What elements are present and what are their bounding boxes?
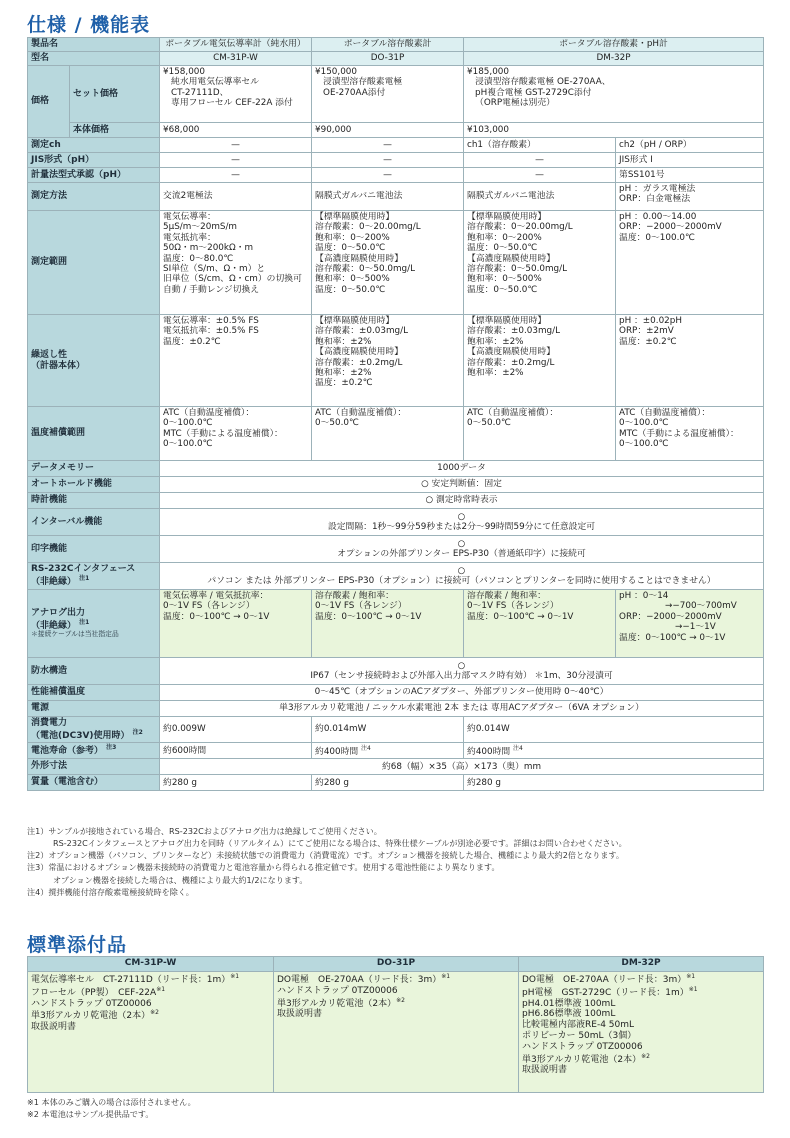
row-clock [28, 493, 764, 509]
analog-line: 0〜1V FS（各レンジ） [163, 601, 255, 612]
interval-text: 設定間隔：1秒〜99分59秒または2分〜99時間59分にて任意設定可 [327, 522, 596, 532]
footnote: ※2 本電池はサンプル提供品です。 [27, 1109, 154, 1120]
set-price-do-line: OE-270AA添付 [323, 87, 386, 98]
h-model: 型名 [28, 52, 160, 66]
acc-item-text: 単3形アルカリ乾電池（2本） [31, 1011, 151, 1022]
h-approval: 計量法型式承認（pH） [28, 168, 160, 183]
tempcomp-line: ATC（自動温度補償）： [467, 408, 559, 418]
repeat-line: ORP：±2mV [619, 326, 674, 337]
interval [160, 509, 764, 536]
h-analog [28, 590, 160, 658]
row-battery [28, 743, 764, 759]
h-repeat-sub: （計器本体） [31, 360, 86, 371]
analog-cm [160, 590, 312, 658]
repeat-line: 飽和率：±2% [315, 367, 372, 378]
ch-dm2: ch2（pH / ORP） [616, 138, 764, 153]
accessories-table [27, 956, 764, 1093]
waterproof-mark: ○ [457, 660, 466, 671]
accessories-title: 標準添付品 [27, 934, 128, 956]
range-line: 溶存酸素：0〜20.00mg/L [315, 222, 421, 233]
tempcomp-line: 0〜50.0℃ [315, 418, 359, 429]
row-body-price [28, 123, 764, 138]
acc-item-note: ※1 [230, 973, 240, 980]
tempcomp-line: 0〜50.0℃ [467, 418, 511, 429]
h-range: 測定範囲 [28, 211, 160, 315]
acc-item-text: 取扱説明書 [277, 1009, 323, 1020]
row-power [28, 701, 764, 717]
h-autohold: オートホールド機能 [28, 477, 160, 493]
mass-do: 約280 g [312, 775, 464, 791]
repeat-dm2 [616, 315, 764, 407]
tempcomp-do [312, 407, 464, 461]
set-price-cm [160, 66, 312, 123]
battery-dm [464, 743, 764, 759]
model-do: DO-31P [312, 52, 464, 66]
range-line: 溶存酸素：0〜50.0mg/L [315, 263, 415, 274]
acc-header-row [28, 957, 764, 972]
range-line: 温度：0〜50.0℃ [315, 284, 386, 295]
h-rs232-label: RS-232Cインタフェース [31, 564, 136, 575]
acc-item-text: 単3形アルカリ乾電池（2本） [522, 1054, 642, 1065]
tempcomp-line: MTC（手動による温度補償）： [619, 428, 739, 439]
range-line: 温度：0〜50.0℃ [467, 243, 538, 254]
footnote: ※1 本体のみご購入の場合は添付されません。 [27, 1097, 196, 1107]
h-analog-sub2: ＊接続ケーブルは当社指定品 [31, 630, 119, 639]
acc-item [277, 1009, 515, 1020]
analog-line: 溶存酸素 / 飽和率： [467, 591, 546, 601]
acc-item [31, 1022, 270, 1033]
set-price-cm-line: 専用フローセル CEF-22A 添付 [171, 98, 293, 109]
set-price-cm-line: 純水用電気伝導率セル [171, 77, 259, 88]
range-line: 電気抵抗率： [163, 232, 216, 243]
h-battery-note: 注3 [106, 744, 117, 752]
h-waterproof: 防水構造 [28, 658, 160, 685]
set-price-dm [464, 66, 764, 123]
ch-do: — [312, 138, 464, 153]
acc-item [522, 1031, 760, 1042]
repeat-line: 【高濃度隔膜使用時】 [315, 347, 403, 358]
tempcomp-line: ATC（自動温度補償）： [163, 408, 255, 418]
acc-item [522, 1053, 760, 1066]
model-dm: DM-32P [464, 52, 764, 66]
acc-item-text: ハンドストラップ 0TZ00006 [522, 1041, 643, 1052]
tempcomp-line: 0〜100.0℃ [619, 418, 669, 429]
acc-item [522, 973, 760, 986]
h-clock: 時計機能 [28, 493, 160, 509]
range-line: 【高濃度隔膜使用時】 [315, 253, 403, 264]
row-approval [28, 168, 764, 183]
memory: 1000データ [160, 461, 764, 477]
h-repeat-label: 繰返し性 [31, 349, 68, 360]
row-interval [28, 509, 764, 536]
acc-item-text: ハンドストラップ 0TZ00006 [31, 998, 152, 1009]
repeat-do [312, 315, 464, 407]
row-analog [28, 590, 764, 658]
set-price-cm-line: CT-27111D、 [171, 87, 229, 98]
consumption-do: 約0.014mW [312, 717, 464, 743]
acc-header-do: DO-31P [274, 957, 519, 972]
row-autohold [28, 477, 764, 493]
acc-item [31, 1009, 270, 1022]
h-interval: インターバル機能 [28, 509, 160, 536]
h-print: 印字機能 [28, 536, 160, 563]
h-battery [28, 743, 160, 759]
repeat-cm [160, 315, 312, 407]
ch-cm: — [160, 138, 312, 153]
repeat-line: 溶存酸素：±0.2mg/L [315, 357, 403, 368]
repeat-line: 飽和率：±2% [467, 367, 524, 378]
acc-item-note: ※1 [156, 985, 166, 993]
tempcomp-line: 0〜100.0℃ [163, 439, 213, 450]
range-line: 【標準隔膜使用時】 [315, 212, 395, 222]
range-line: 5μS/m〜20mS/m [163, 222, 238, 233]
method-dm2 [616, 183, 764, 211]
acc-item-text: フローセル（PP製） CEF-22A [31, 987, 157, 998]
product-dm: ポータブル溶存酸素・pH計 [464, 38, 764, 52]
acc-item-note: ※1 [441, 973, 451, 980]
h-repeat [28, 315, 160, 407]
acc-item-text: ポリビーカー 50mL（3個） [522, 1030, 637, 1041]
analog-dm1 [464, 590, 616, 658]
model-cm: CM-31P-W [160, 52, 312, 66]
h-consumption-label: 消費電力 [31, 718, 68, 728]
method-dm1: 隔膜式ガルバニ電池法 [464, 183, 616, 211]
h-tempcomp: 温度補償範囲 [28, 407, 160, 461]
note: 注1）サンプルが接地されている場合、RS-232Cおよびアナログ出力は絶縁してご使用ください。 [27, 826, 382, 836]
jis-do: — [312, 153, 464, 168]
h-rs232-sub-text: （非絶縁） [31, 577, 77, 587]
acc-item-text: 電気伝導率セル CT-27111D（リード長：1m） [31, 975, 231, 985]
mass-dm: 約280 g [464, 775, 764, 791]
acc-item-text: ハンドストラップ 0TZ00006 [277, 985, 398, 996]
acc-item-note: ※2 [150, 1009, 159, 1017]
print-text: オプションの外部プリンター EPS-P30（普通紙印字）に接続可 [337, 549, 586, 559]
acc-item [277, 997, 515, 1010]
approval-do: — [312, 168, 464, 183]
analog-line: 電気伝導率 / 電気抵抗率： [163, 591, 269, 601]
h-body-price: 本体価格 [70, 123, 160, 138]
repeat-dm1 [464, 315, 616, 407]
h-power: 電源 [28, 701, 160, 717]
repeat-line: 【標準隔膜使用時】 [467, 316, 547, 326]
row-set-price [28, 66, 764, 123]
range-line: 電気伝導率： [163, 212, 216, 222]
range-line: 自動 / 手動レンジ切換え [163, 284, 260, 295]
h-ch: 測定ch [28, 138, 160, 153]
range-cm [160, 211, 312, 315]
analog-line: →−1〜1V [675, 622, 716, 633]
tempcomp-cm [160, 407, 312, 461]
battery-dm-value: 約400時間 [467, 746, 511, 757]
spec-table [27, 37, 764, 791]
analog-line: 温度：0〜100℃ → 0〜1V [163, 611, 270, 622]
acc-item [522, 986, 760, 999]
body-price-do: ¥90,000 [312, 123, 464, 138]
dimensions: 約68（幅）×35（高）×173（奥）mm [160, 759, 764, 775]
range-line: 飽和率：0〜200% [315, 232, 390, 243]
product-cm: ポータブル電気伝導率計（純水用） [160, 38, 312, 52]
acc-item [522, 1009, 760, 1020]
row-waterproof [28, 658, 764, 685]
set-price-do-line: 浸漬型溶存酸素電極 [323, 77, 403, 88]
battery-dm-note: 注4 [513, 744, 523, 752]
approval-dm1: — [464, 168, 616, 183]
repeat-line: 溶存酸素：±0.03mg/L [315, 326, 408, 337]
h-analog-note: 注1 [79, 618, 90, 626]
tempcomp-line: ATC（自動温度補償）： [315, 408, 407, 418]
acc-item-text: pH電極 GST-2729C（リード長：1m） [522, 987, 689, 998]
repeat-line: 溶存酸素：±0.03mg/L [467, 326, 560, 337]
h-tempperf: 性能補償温度 [28, 685, 160, 701]
analog-dm2 [616, 590, 764, 658]
h-jis: JIS形式（pH） [28, 153, 160, 168]
product-do: ポータブル溶存酸素計 [312, 38, 464, 52]
acc-item-text: 比較電極内部液RE-4 50mL [522, 1020, 635, 1031]
jis-dm1: — [464, 153, 616, 168]
autohold: ○ 安定判断値：固定 [160, 477, 764, 493]
battery-do-value: 約400時間 [315, 746, 359, 757]
acc-item-text: 取扱説明書 [522, 1065, 568, 1076]
range-line: ORP：−2000〜2000mV [619, 222, 722, 233]
analog-line: 温度：0〜100℃ → 0〜1V [315, 611, 422, 622]
tempcomp-dm2 [616, 407, 764, 461]
row-tempcomp [28, 407, 764, 461]
acc-item-text: pH6.86標準液 100mL [522, 1009, 616, 1020]
range-line: 溶存酸素：0〜20.00mg/L [467, 222, 573, 233]
analog-line: ORP：−2000〜2000mV [619, 611, 722, 622]
note: オプション機器を接続した場合は、機種により最大約1/2になります。 [53, 874, 308, 885]
print-mark: ○ [457, 538, 466, 549]
acc-item-note: ※1 [688, 985, 698, 993]
repeat-line: 温度：±0.2℃ [315, 378, 373, 389]
note: 注4）撹拌機能付溶存酸素電極接続時を除く。 [27, 886, 194, 897]
consumption-dm: 約0.014W [464, 717, 764, 743]
set-price-cm-line: ¥158,000 [163, 67, 205, 77]
range-dm2 [616, 211, 764, 315]
acc-item [277, 973, 515, 986]
battery-do-note: 注4 [361, 744, 371, 752]
acc-item-text: 単3形アルカリ乾電池（2本） [277, 998, 397, 1009]
battery-do [312, 743, 464, 759]
range-do [312, 211, 464, 315]
range-line: 溶存酸素：0〜50.0mg/L [467, 263, 567, 274]
set-price-dm-line: pH複合電極 GST-2729C添付 [475, 87, 592, 98]
jis-cm: — [160, 153, 312, 168]
h-rs232-note: 注1 [79, 575, 90, 582]
row-ch [28, 138, 764, 153]
row-repeat [28, 315, 764, 407]
repeat-line: 電気伝導率：±0.5% FS [163, 316, 259, 326]
clock: ○ 測定時常時表示 [160, 493, 764, 509]
analog-line: 溶存酸素 / 飽和率： [315, 591, 394, 601]
acc-item [522, 1020, 760, 1031]
rs232-text: パソコン または 外部プリンター EPS-P30（オプション）に接続可（パソコンとプリンターを同時に使用することはできません） [207, 576, 716, 586]
row-model [28, 52, 764, 66]
rs232-mark: ○ [457, 565, 466, 576]
range-line: 温度：0〜80.0℃ [163, 253, 234, 264]
acc-item [522, 1042, 760, 1053]
h-rs232-sub [31, 575, 156, 588]
acc-item-text: pH4.01標準液 100mL [522, 998, 616, 1009]
acc-item-note: ※1 [686, 973, 696, 980]
h-analog-sub-text: （非絶縁） [31, 620, 77, 631]
body-price-cm: ¥68,000 [160, 123, 312, 138]
h-consumption-sub [31, 729, 156, 742]
waterproof-text: IP67（センサ接続時および外部入出力部マスク時有効） ＊1m、30分浸漬可 [310, 671, 613, 681]
range-dm1 [464, 211, 616, 315]
row-print [28, 536, 764, 563]
acc-item [277, 986, 515, 997]
range-line: 温度：0〜50.0℃ [467, 284, 538, 295]
acc-list-dm [519, 972, 764, 1093]
tempcomp-line: ATC（自動温度補償）： [619, 408, 711, 418]
acc-header-dm: DM-32P [519, 957, 764, 972]
repeat-line: 温度：±0.2℃ [619, 336, 677, 347]
h-dimensions: 外形寸法 [28, 759, 160, 775]
analog-line: 0〜1V FS（各レンジ） [315, 601, 407, 612]
repeat-line: 電気抵抗率：±0.5% FS [163, 326, 259, 337]
method-do: 隔膜式ガルバニ電池法 [312, 183, 464, 211]
h-analog-label: アナログ出力 [31, 608, 86, 619]
set-price-do-line: ¥150,000 [315, 67, 357, 77]
range-line: SI単位（S/m、Ω・m）と [163, 263, 266, 274]
acc-item-text: DO電極 OE-270AA（リード長：3m） [277, 975, 442, 985]
acc-list-do [274, 972, 519, 1093]
repeat-line: pH ：±0.02pH [619, 316, 682, 326]
method-cm: 交流2電極法 [160, 183, 312, 211]
acc-item-note: ※2 [396, 996, 405, 1004]
acc-header-cm: CM-31P-W [28, 957, 274, 972]
repeat-line: 溶存酸素：±0.2mg/L [467, 357, 555, 368]
interval-mark: ○ [457, 511, 466, 522]
row-method [28, 183, 764, 211]
analog-line: 温度：0〜100℃ → 0〜1V [619, 632, 726, 643]
range-line: 温度：0〜100.0℃ [619, 232, 695, 243]
range-line: 旧単位（S/cm、Ω・cm）の切換可 [163, 274, 302, 285]
h-method: 測定方法 [28, 183, 160, 211]
acc-item-note: ※2 [641, 1052, 650, 1060]
consumption-cm: 約0.009W [160, 717, 312, 743]
power: 単3形アルカリ乾電池 / ニッケル水素電池 2本 または 専用ACアダプター（6VA オプション） [160, 701, 764, 717]
repeat-line: 【高濃度隔膜使用時】 [467, 347, 555, 358]
h-consumption [28, 717, 160, 743]
set-price-do [312, 66, 464, 123]
acc-item [31, 999, 270, 1010]
waterproof [160, 658, 764, 685]
acc-body-row [28, 972, 764, 1093]
range-line: 飽和率：0〜500% [315, 274, 390, 285]
h-rs232 [28, 563, 160, 590]
repeat-line: 飽和率：±2% [315, 336, 372, 347]
mass-cm: 約280 g [160, 775, 312, 791]
spec-notes [27, 825, 763, 898]
acc-item [522, 1065, 760, 1076]
range-line: 飽和率：0〜500% [467, 274, 542, 285]
row-tempperf [28, 685, 764, 701]
acc-item-text: 取扱説明書 [31, 1022, 77, 1033]
body-price-dm: ¥103,000 [464, 123, 764, 138]
range-line: 50Ω・m〜200kΩ・m [163, 243, 254, 254]
acc-item-text: DO電極 OE-270AA（リード長：3m） [522, 975, 687, 985]
repeat-line: 温度：±0.2℃ [163, 336, 221, 347]
method-line: ORP：白金電極法 [619, 194, 691, 205]
analog-do [312, 590, 464, 658]
row-mass [28, 775, 764, 791]
range-line: 温度：0〜50.0℃ [315, 243, 386, 254]
row-dimensions [28, 759, 764, 775]
row-memory [28, 461, 764, 477]
range-line: 【高濃度隔膜使用時】 [467, 253, 555, 264]
battery-cm: 約600時間 [160, 743, 312, 759]
note: RS-232Cインタフェースとアナログ出力を同時（リアルタイム）にてご使用になる場合は、特殊仕様ケーブルが別途必要です。詳細はお問い合わせください。 [53, 838, 627, 849]
set-price-dm-line: ¥185,000 [467, 67, 509, 77]
row-range [28, 211, 764, 315]
rs232 [160, 563, 764, 590]
acc-item [522, 999, 760, 1010]
method-line: pH ：ガラス電極法 [619, 184, 696, 194]
h-set-price: セット価格 [70, 66, 160, 123]
tempperf: 0〜45℃（オプションのACアダプター、外部プリンター使用時 0〜40℃） [160, 685, 764, 701]
accessories-footnotes [27, 1096, 196, 1120]
note: 注3）常温におけるオプション機器未接続時の消費電力と電池容量から得られる推定値です。使用する電池性能により異なります。 [27, 862, 500, 873]
h-consumption-sub-text: （電池(DC3V)使用時） [31, 730, 130, 741]
note: 注2）オプション機器（パソコン、プリンターなど）未接続状態での消費電力（消費電流）です。オプション機器を接続した場合、機種により最大約2倍となります。 [27, 850, 624, 861]
repeat-line: 【標準隔膜使用時】 [315, 316, 395, 326]
range-line: pH ：0.00〜14.00 [619, 212, 697, 222]
h-memory: データメモリー [28, 461, 160, 477]
set-price-dm-line: （ORP電極は別売） [475, 98, 555, 109]
tempcomp-line: 0〜100.0℃ [619, 439, 669, 450]
h-price: 価格 [28, 66, 70, 138]
approval-dm2: 第SS101号 [616, 168, 764, 183]
h-mass: 質量（電池含む） [28, 775, 160, 791]
jis-dm2: JIS形式 Ⅰ [616, 153, 764, 168]
repeat-line: 飽和率：±2% [467, 336, 524, 347]
row-product [28, 38, 764, 52]
set-price-dm-line: 浸漬型溶存酸素電極 OE-270AA、 [475, 77, 611, 88]
h-product: 製品名 [28, 38, 160, 52]
ch-dm1: ch1（溶存酸素） [464, 138, 616, 153]
range-line: 【標準隔膜使用時】 [467, 212, 547, 222]
range-line: 飽和率：0〜200% [467, 232, 542, 243]
analog-line: 0〜1V FS（各レンジ） [467, 601, 559, 612]
row-rs232 [28, 563, 764, 590]
h-consumption-note: 注2 [132, 728, 143, 736]
acc-item [31, 973, 270, 986]
row-jis [28, 153, 764, 168]
analog-line: 温度：0〜100℃ → 0〜1V [467, 611, 574, 622]
analog-line: →−700〜700mV [665, 601, 737, 612]
spec-title: 仕様 / 機能表 [27, 14, 151, 36]
h-battery-label: 電池寿命（参考） [31, 746, 104, 757]
tempcomp-line: MTC（手動による温度補償）： [163, 428, 283, 439]
approval-cm: — [160, 168, 312, 183]
tempcomp-dm1 [464, 407, 616, 461]
acc-list-cm [28, 972, 274, 1093]
tempcomp-line: 0〜100.0℃ [163, 418, 213, 429]
row-consumption [28, 717, 764, 743]
analog-line: pH ：0〜14 [619, 591, 669, 601]
print [160, 536, 764, 563]
acc-item [31, 986, 270, 999]
